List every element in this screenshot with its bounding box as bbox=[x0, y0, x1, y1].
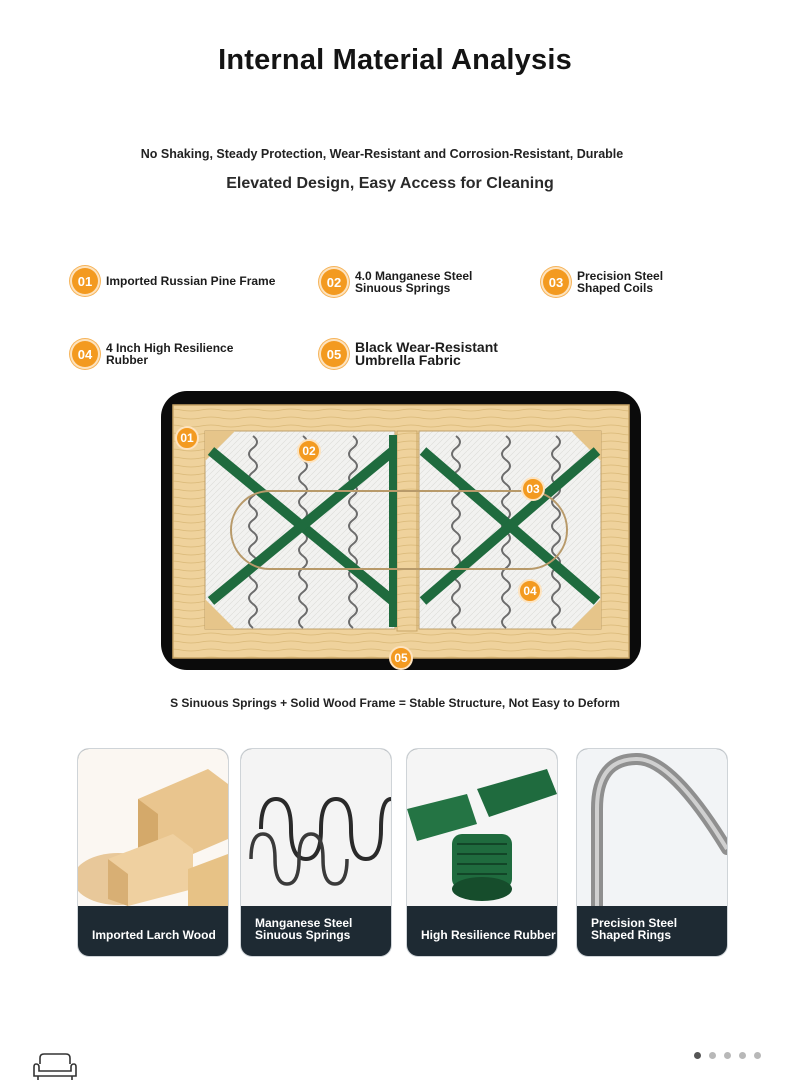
sofa-icon[interactable] bbox=[32, 1052, 78, 1087]
page-dot[interactable] bbox=[694, 1052, 701, 1059]
feature-item-5 bbox=[321, 341, 498, 367]
wood-blocks-icon bbox=[78, 749, 228, 906]
number-badge: 03 bbox=[543, 269, 569, 295]
number-badge: 01 bbox=[72, 268, 98, 294]
subtitle-benefits: No Shaking, Steady Protection, Wear-Resistant and Corrosion-Resistant, Durable bbox=[140, 147, 624, 161]
page-indicator[interactable] bbox=[694, 1052, 761, 1059]
card-label: Manganese Steel Sinuous Springs bbox=[255, 916, 353, 942]
feature-label: 4 Inch High Resilience Rubber bbox=[106, 341, 234, 367]
svg-text:02: 02 bbox=[302, 444, 316, 458]
structure-caption: S Sinuous Springs + Solid Wood Frame = Stable Structure, Not Easy to Deform bbox=[170, 696, 620, 710]
steel-ring-icon bbox=[577, 749, 727, 906]
feature-item-3 bbox=[543, 269, 663, 295]
svg-text:01: 01 bbox=[180, 431, 194, 445]
number-badge: 05 bbox=[321, 341, 347, 367]
page-dot[interactable] bbox=[709, 1052, 716, 1059]
marker-02 bbox=[298, 440, 320, 462]
svg-text:04: 04 bbox=[523, 584, 537, 598]
marker-03 bbox=[522, 478, 544, 500]
number-badge: 04 bbox=[72, 341, 98, 367]
feature-label: Imported Russian Pine Frame bbox=[106, 274, 276, 288]
material-card-rubber bbox=[406, 748, 558, 957]
material-card-springs bbox=[240, 748, 392, 957]
feature-item-2 bbox=[321, 269, 472, 295]
sofa-frame-diagram bbox=[161, 391, 641, 670]
marker-01 bbox=[176, 427, 198, 449]
feature-label: Black Wear-Resistant Umbrella Fabric bbox=[355, 339, 498, 368]
sinuous-spring-icon bbox=[241, 749, 391, 906]
card-label: High Resilience Rubber bbox=[421, 928, 556, 942]
material-card-steel bbox=[576, 748, 728, 957]
card-label: Precision Steel Shaped Rings bbox=[591, 916, 678, 942]
svg-text:03: 03 bbox=[526, 482, 540, 496]
subtitle-design: Elevated Design, Easy Access for Cleaning bbox=[226, 175, 554, 192]
feature-item-4 bbox=[72, 341, 233, 367]
feature-label: Precision Steel Shaped Coils bbox=[577, 269, 664, 295]
feature-item-1 bbox=[72, 268, 275, 294]
page-title: Internal Material Analysis bbox=[218, 44, 572, 76]
marker-04 bbox=[519, 580, 541, 602]
page-dot[interactable] bbox=[754, 1052, 761, 1059]
feature-label: 4.0 Manganese Steel Sinuous Springs bbox=[355, 269, 473, 295]
sofa-frame-illustration bbox=[161, 391, 641, 670]
number-badge: 02 bbox=[321, 269, 347, 295]
marker-05 bbox=[390, 647, 412, 669]
rubber-webbing-icon bbox=[407, 749, 557, 906]
page-dot[interactable] bbox=[724, 1052, 731, 1059]
card-label: Imported Larch Wood bbox=[92, 928, 216, 942]
svg-text:05: 05 bbox=[394, 651, 408, 665]
page-dot[interactable] bbox=[739, 1052, 746, 1059]
material-card-wood bbox=[77, 748, 229, 957]
